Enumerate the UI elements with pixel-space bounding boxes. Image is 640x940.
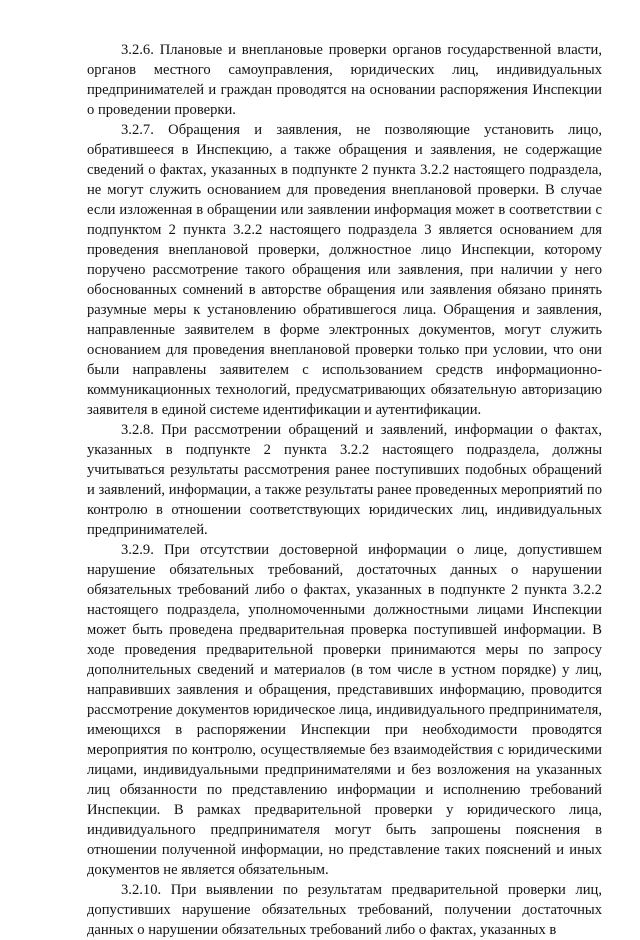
paragraph-3-2-10: 3.2.10. При выявлении по результатам предварительной проверки лиц, допустивших нарушение обязательных требований, получении достаточных данных о нарушении обязательных требований либо о фактах, указанных в — [87, 882, 602, 938]
paragraph-3-2-8: 3.2.8. При рассмотрении обращений и заявлений, информации о фактах, указанных в подпункте 2 пункта 3.2.2 настоящего подраздела, должны учитываться результаты рассмотрения ранее поступивших подобных обращений и заявлений, информации, а также результаты ранее проведенных мероприятий по контролю в отношении соответствующих юридических лиц, индивидуальных предпринимателей. — [87, 422, 602, 538]
paragraph-3-2-7: 3.2.7. Обращения и заявления, не позволяющие установить лицо, обратившееся в Инспекцию, а также обращения и заявления, не содержащие сведений о фактах, указанных в подпункте 2 пункта 3.2.2 настоящего подраздела, не могут служить основанием для проведения внеплановой проверки. В случае если изложенная в обращении или заявлении информация может в соответствии с подпунктом 2 пункта 3.2.2 настоящего подраздела 3 является основанием для проведения внеплановой проверки, должностное лицо Инспекции, которому поручено рассмотрение такого обращения или заявления, при наличии у него обоснованных сомнений в авторстве обращения или заявления обязано принять разумные меры к установлению обратившегося лица. Обращения и заявления, направленные заявителем в форме электронных документов, могут служить основанием для проведения внеплановой проверки только при условии, что они были направлены заявителем с использованием средств информационно-коммуникационных технологий, предусматривающих обязательную авторизацию заявителя в единой системе идентификации и аутентификации. — [87, 122, 602, 418]
paragraph-3-2-6: 3.2.6. Плановые и внеплановые проверки органов государственной власти, органов местного самоуправления, юридических лиц, индивидуальных предпринимателей и граждан проводятся на основании распоряжения Инспекции о проведении проверки. — [87, 42, 602, 118]
paragraph-3-2-9: 3.2.9. При отсутствии достоверной информации о лице, допустившем нарушение обязательных требований, достаточных данных о нарушении обязательных требований либо о фактах, указанных в подпункте 2 пункта 3.2.2 настоящего подраздела, уполномоченными должностными лицами Инспекции может быть проведена предварительная проверка поступившей информации. В ходе проведения предварительной проверки принимаются меры по запросу дополнительных сведений и материалов (в том числе в устном порядке) у лиц, направивших заявления и обращения, представивших информацию, проводится рассмотрение документов юридическое лица, индивидуального предпринимателя, имеющихся в распоряжении Инспекции при необходимости проводятся мероприятия по контролю, осуществляемые без взаимодействия с юридическими лицами, индивидуальными предпринимателями и без возложения на указанных лиц обязанности по представлению информации и исполнению требований Инспекции. В рамках предварительной проверки у юридического лица, индивидуального предпринимателя могут быть запрошены пояснения в отношении полученной информации, но представление таких пояснений и иных документов не является обязательным. — [87, 542, 602, 878]
